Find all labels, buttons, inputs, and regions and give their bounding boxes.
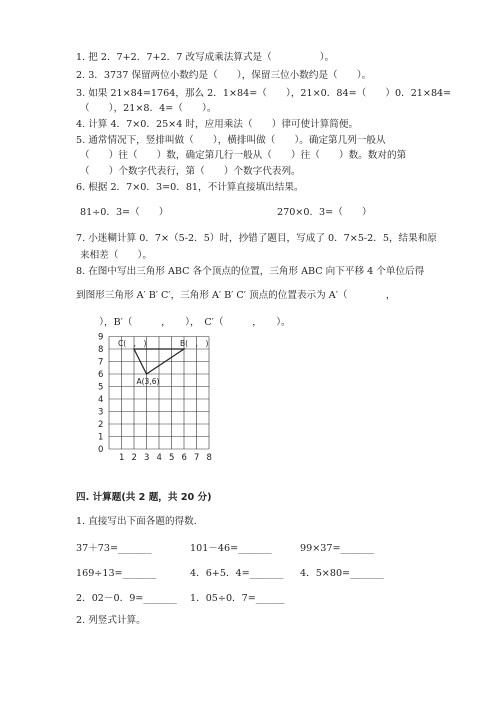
calc-item: 4．6+5．4=_______ <box>190 568 284 579</box>
question-6-right: 270×0．3=（ ） <box>277 207 372 218</box>
vertex-b-label: B( , ) <box>180 339 209 348</box>
question-7-line-2: 来相差（ ）。 <box>80 250 152 261</box>
vertex-a-label: A(3,6) <box>136 377 160 386</box>
y-tick-label: 5 <box>98 382 104 393</box>
y-tick-label: 2 <box>98 420 104 430</box>
calc-item: 169÷13=_______ <box>76 568 157 579</box>
section-4-sub-2: 2. 列竖式计算。 <box>76 615 146 626</box>
question-6-left: 81÷0．3=（ ） <box>80 207 169 218</box>
x-tick-label: 3 <box>144 453 150 463</box>
question-8-line-1: 8. 在图中写出三角形 ABC 各个顶点的位置，三角形 ABC 向下平移 4 个单位后得 <box>76 266 425 277</box>
vertex-c-label: C( , ) <box>118 339 147 348</box>
question-5-line-1: 5. 通常情况下，竖排叫做（ ），横排叫做（ ）。确定第几列一般从 <box>76 135 386 146</box>
y-tick-label: 7 <box>98 357 104 368</box>
calc-item: 101－46=_______ <box>190 543 272 554</box>
calc-item: 37＋73=_______ <box>76 543 152 554</box>
y-tick-label: 0 <box>98 445 104 455</box>
coordinate-grid <box>96 324 212 464</box>
question-1: 1. 把 2．7+2．7+2．7 改写成乘法算式是（ ）。 <box>76 52 335 63</box>
y-axis-labels <box>98 333 103 456</box>
question-2: 2. 3．3737 保留两位小数约是（ ），保留三位小数约是（ ）。 <box>76 70 372 81</box>
question-5-line-2: （ ）往（ ）数，确定第几行一般从（ ）往（ ）数。数对的第 <box>80 150 407 161</box>
question-8-line-2: 到图形三角形 A′ B′ C′，三角形 A′ B′ C′ 顶点的位置表示为 A′（ ， <box>76 290 396 301</box>
x-tick-label: 7 <box>194 453 200 463</box>
x-tick-label: 4 <box>156 453 162 463</box>
calc-item: 1．05÷0．7=______ <box>190 593 285 604</box>
y-tick-label: 3 <box>98 407 104 418</box>
y-tick-label: 1 <box>98 432 104 443</box>
question-3-line-1: 3. 如果 21×84=1764，那么 2．1×84=（ ），21×0．84=（ ）0．21×84= <box>76 88 452 99</box>
question-4: 4. 计算 4．7×0．25×4 时，应用乘法（ ）律可使计算简便。 <box>76 119 359 130</box>
grid-lines <box>109 337 209 450</box>
section-4-sub-1: 1. 直接写出下面各题的得数. <box>76 516 197 527</box>
question-5-line-3: （ ）个数字代表行，第（ ）个数字代表列。 <box>80 166 301 177</box>
question-7-line-1: 7. 小迷糊计算 0．7×（5-2．5）时，抄错了题目，写成了 0．7×5-2．5，结果和原 <box>76 233 437 244</box>
x-axis-labels <box>119 453 212 463</box>
section-4-heading: 四. 计算题(共 2 题，共 20 分) <box>76 492 212 503</box>
y-tick-label: 9 <box>98 332 104 343</box>
calc-item: 2．02－0．9=_______ <box>76 593 177 604</box>
question-6: 6. 根据 2．7×0．3=0．81，不计算直接填出结果。 <box>76 182 304 193</box>
question-8-line-3: ），B′（ ， ）， C′（ ， ）。 <box>80 317 291 328</box>
x-tick-label: 1 <box>119 453 125 463</box>
y-tick-label: 4 <box>98 395 104 405</box>
calc-item: 4．5×80=_______ <box>300 568 384 579</box>
question-3-line-2: （ ），21×8．4=（ ）。 <box>80 103 217 114</box>
x-tick-label: 6 <box>181 453 187 463</box>
x-tick-label: 5 <box>169 453 175 463</box>
x-tick-label: 8 <box>206 453 212 463</box>
x-tick-label: 2 <box>131 453 137 463</box>
y-tick-label: 8 <box>98 345 104 355</box>
calc-item: 99×37=_______ <box>300 543 375 554</box>
y-tick-label: 6 <box>98 370 104 380</box>
